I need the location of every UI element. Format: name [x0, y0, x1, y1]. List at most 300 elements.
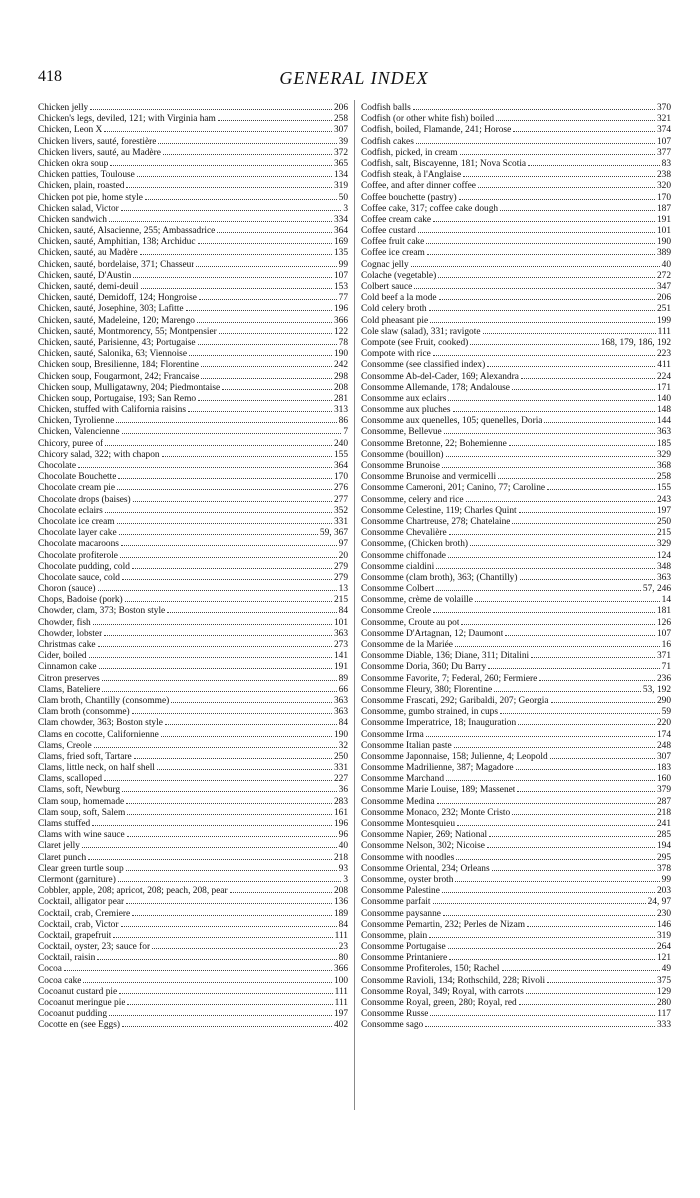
index-entry-page: 378: [656, 863, 671, 874]
index-entry: [361, 595, 671, 606]
index-entry-page: 49: [661, 964, 671, 975]
index-entry-term: Chocolate sauce, cold: [38, 572, 120, 583]
dot-leader: [446, 455, 655, 457]
dot-leader: [158, 142, 336, 144]
index-entry: [361, 125, 671, 136]
index-entry: [38, 282, 348, 293]
index-entry-term: Consomme Chartreuse, 278; Chatelaine: [361, 516, 511, 527]
index-entry-term: Chicken okra soup: [38, 158, 109, 169]
dot-leader: [488, 667, 659, 669]
index-entry: [38, 528, 348, 539]
index-entry: [38, 1009, 348, 1020]
index-entry-term: Codfish steak, à l'Anglaise: [361, 170, 462, 181]
index-entry-term: Claret punch: [38, 852, 87, 863]
dot-leader: [121, 544, 337, 546]
index-entry-page: 71: [661, 662, 671, 673]
index-entry: [361, 897, 671, 908]
index-entry-term: Chicken livers, sauté, forestière: [38, 136, 157, 147]
index-entry-term: Consomme (bouillon): [361, 449, 444, 460]
index-entry-page: 287: [656, 796, 671, 807]
index-entry-page: 24, 97: [647, 897, 671, 908]
dot-leader: [456, 858, 655, 860]
index-entry: [38, 942, 348, 953]
index-entry-page: 366: [333, 964, 348, 975]
column-divider: [354, 100, 355, 1110]
index-entry: [38, 114, 348, 125]
dot-leader: [92, 824, 332, 826]
index-entry: [361, 282, 671, 293]
index-entry-page: 140: [656, 393, 671, 404]
index-entry-page: 148: [656, 405, 671, 416]
index-entry-term: Consomme, oyster broth: [361, 874, 454, 885]
index-entry: [38, 551, 348, 562]
index-entry: [361, 998, 671, 1009]
index-entry-term: Consomme D'Artagnan, 12; Daumont: [361, 628, 504, 639]
index-entry-page: 364: [333, 226, 348, 237]
dot-leader: [222, 388, 332, 390]
dot-leader: [201, 365, 332, 367]
index-entry-page: 187: [656, 203, 671, 214]
index-entry: [38, 562, 348, 573]
dot-leader: [127, 835, 337, 837]
index-entry-term: Cold pheasant pie: [361, 315, 429, 326]
index-entry-term: Chicken soup, Bresilienne, 184; Florentine: [38, 360, 199, 371]
index-entry-page: 155: [333, 449, 348, 460]
index-entry: [38, 483, 348, 494]
index-entry-term: Coffee bouchette (pastry): [361, 192, 457, 203]
index-entry-term: Chicken, sauté, demi-deuil: [38, 282, 139, 292]
index-entry-term: Compote with rice: [361, 349, 431, 360]
dot-leader: [127, 1003, 332, 1005]
index-entry: [38, 159, 348, 170]
index-entry-page: 196: [333, 819, 348, 829]
index-entry: [38, 248, 348, 259]
index-entry-page: 14: [661, 595, 671, 606]
index-entry: [361, 427, 671, 438]
index-entry-page: 36: [338, 785, 348, 796]
index-entry-page: 272: [656, 270, 671, 281]
index-entry-term: Chocolate cream pie: [38, 483, 116, 494]
dot-leader: [430, 321, 655, 323]
index-entry-page: 190: [656, 237, 671, 248]
index-entry-term: Chicken, sauté, Amphitian, 138; Archiduc: [38, 237, 196, 248]
dot-leader: [526, 992, 655, 994]
index-entry-term: Consomme Oriental, 234; Orleans: [361, 863, 490, 874]
dot-leader: [411, 265, 660, 267]
index-entry-page: 126: [656, 617, 671, 628]
index-entry-page: 279: [333, 561, 348, 572]
dot-leader: [446, 779, 655, 781]
index-entry: [361, 696, 671, 707]
index-entry: [38, 640, 348, 651]
dot-leader: [429, 936, 655, 938]
dot-leader: [516, 768, 655, 770]
index-entry-term: Consomme de la Mariée: [361, 640, 453, 650]
index-entry: [38, 416, 348, 427]
index-entry-term: Consomme, (Chicken broth): [361, 539, 469, 550]
index-entry: [361, 606, 671, 617]
index-entry-term: Consomme Celestine, 119; Charles Quint: [361, 505, 517, 516]
dot-leader: [436, 589, 641, 591]
index-entry: [361, 1009, 671, 1020]
index-entry: [38, 461, 348, 472]
index-entry-page: 190: [333, 729, 348, 740]
index-entry-page: 215: [333, 595, 348, 606]
index-entry-page: 223: [656, 349, 671, 360]
index-entry-page: 368: [656, 461, 671, 471]
index-entry-term: Consomme (see classified index): [361, 360, 486, 371]
index-entry-term: Chicken, sauté, D'Austin: [38, 270, 132, 281]
dot-leader: [141, 287, 332, 289]
dot-leader: [494, 690, 641, 692]
index-entry: [361, 551, 671, 562]
index-entry-page: 307: [656, 751, 671, 762]
dot-leader: [94, 746, 337, 748]
index-entry: [361, 953, 671, 964]
index-entry-page: 7: [343, 427, 348, 438]
index-entry-page: 84: [338, 606, 348, 617]
index-entry-term: Codfish balls: [361, 103, 411, 113]
dot-leader: [98, 645, 332, 647]
index-entry-term: Cocktail, oyster, 23; sauce for: [38, 942, 151, 953]
index-entry-term: Clams stuffed: [38, 819, 91, 829]
index-entry: [38, 405, 348, 416]
index-entry: [38, 998, 348, 1009]
index-entry-page: 3: [343, 203, 348, 214]
index-entry-term: Consomme sago: [361, 1020, 424, 1031]
dot-leader: [470, 343, 598, 345]
index-entry-page: 84: [338, 919, 348, 930]
index-entry: [361, 651, 671, 662]
index-entry-term: Coffee ice cream: [361, 248, 425, 259]
index-entry-term: Clams, soft, Newburg: [38, 785, 121, 796]
index-entry: [38, 372, 348, 383]
index-entry: [38, 237, 348, 248]
index-entry: [361, 763, 671, 774]
index-entry: [361, 909, 671, 920]
index-entry-term: Coffee cake, 317; coffee cake dough: [361, 203, 499, 214]
index-entry-term: Christmas cake: [38, 640, 96, 650]
index-entry-term: Cocotte en (see Eggs): [38, 1020, 121, 1031]
index-entry-term: Chocolate Bouchette: [38, 472, 117, 483]
index-entry-term: Chocolate profiterole: [38, 550, 118, 561]
index-entry: [361, 495, 671, 506]
index-entry: [38, 472, 348, 483]
index-entry-term: Consomme, Bellevue: [361, 427, 442, 438]
index-entry-term: Consomme Portugaise: [361, 942, 446, 953]
index-entry-term: Consomme Pemartin, 232; Perles de Nizam: [361, 919, 526, 930]
index-entry-page: 144: [656, 416, 671, 427]
index-entry-page: 134: [333, 170, 348, 181]
dot-leader: [125, 600, 332, 602]
index-entry-term: Consomme Napier, 269; National: [361, 830, 488, 841]
dot-leader: [457, 824, 655, 826]
index-entry-page: 370: [656, 103, 671, 113]
dot-leader: [121, 209, 342, 211]
index-entry: [38, 103, 348, 114]
index-entry-page: 183: [656, 763, 671, 774]
index-entry: [38, 573, 348, 584]
index-entry-page: 155: [656, 483, 671, 494]
index-entry-term: Consomme aux quenelles, 105; quenelles, Doria: [361, 416, 543, 427]
dot-leader: [102, 690, 336, 692]
dot-leader: [133, 276, 332, 278]
index-entry-term: Consomme Profiteroles, 150; Rachel: [361, 964, 500, 975]
index-entry-page: 352: [333, 505, 348, 516]
dot-leader: [126, 802, 332, 804]
index-entry-page: 295: [656, 852, 671, 863]
index-entry-term: Consomme Printaniere: [361, 953, 448, 964]
index-entry-term: Clams, Bateliere: [38, 684, 101, 695]
index-entry: [361, 528, 671, 539]
index-entry: [38, 987, 348, 998]
index-entry: [361, 271, 671, 282]
dot-leader: [145, 198, 337, 200]
index-entry: [361, 629, 671, 640]
index-entry-term: Consomme Italian paste: [361, 740, 452, 751]
dot-leader: [429, 309, 655, 311]
dot-leader: [161, 735, 332, 737]
dot-leader: [165, 723, 337, 725]
index-entry-term: Consomme Ravioli, 134; Rothschild, 228; Rivoli: [361, 975, 546, 986]
index-entry-page: 363: [333, 628, 348, 639]
dot-leader: [483, 332, 656, 334]
index-entry: [38, 338, 348, 349]
dot-leader: [83, 981, 331, 983]
index-entry: [361, 360, 671, 371]
dot-leader: [186, 309, 332, 311]
index-entry: [361, 875, 671, 886]
dot-leader: [519, 511, 655, 513]
index-entry-page: 389: [656, 248, 671, 259]
index-entry-term: Cider, boiled: [38, 651, 87, 662]
dot-leader: [120, 556, 337, 558]
index-entry-page: 59: [661, 707, 671, 718]
index-entry-page: 146: [656, 919, 671, 930]
index-entry-page: 20: [338, 550, 348, 561]
index-entry-term: Consomme aux pluches: [361, 405, 451, 416]
index-entry: [38, 808, 348, 819]
index-entry-term: Chocolate eclairs: [38, 505, 103, 516]
index-entry-page: 366: [333, 315, 348, 326]
dot-leader: [430, 1014, 655, 1016]
index-entry-page: 194: [656, 841, 671, 852]
dot-leader: [496, 119, 655, 121]
index-entry-term: Cold beef a la mode: [361, 293, 437, 304]
index-entry-term: Consomme, gumbo strained, in cups: [361, 707, 498, 718]
index-entry-term: Chocolate pudding, cold: [38, 561, 130, 572]
dot-leader: [117, 488, 332, 490]
index-entry-term: Chicken, sauté, Salonika, 63; Viennoise: [38, 349, 187, 360]
index-entry: [361, 472, 671, 483]
dot-leader: [512, 522, 654, 524]
index-entry-term: Chicken, stuffed with California raisins: [38, 405, 186, 416]
index-entry-page: 329: [656, 449, 671, 460]
index-entry-term: Clear green turtle soup: [38, 863, 124, 874]
index-entry: [361, 886, 671, 897]
index-entry-term: Consomme Royal, green, 280; Royal, red: [361, 998, 517, 1008]
dot-leader: [527, 925, 655, 927]
index-entry-page: 170: [656, 192, 671, 203]
index-entry-page: 84: [338, 718, 348, 729]
index-entry: [361, 707, 671, 718]
index-entry-page: 242: [333, 360, 348, 371]
index-entry-term: Consomme, celery and rice: [361, 494, 464, 505]
dot-leader: [433, 220, 655, 222]
index-entry: [361, 461, 671, 472]
index-entry-term: Consomme Colbert: [361, 584, 435, 595]
index-entry-page: 99: [338, 259, 348, 270]
dot-leader: [438, 276, 655, 278]
index-entry-term: Cold celery broth: [361, 304, 427, 315]
index-entry: [38, 875, 348, 886]
index-entry: [361, 685, 671, 696]
index-entry: [361, 148, 671, 159]
index-entry-page: 319: [333, 181, 348, 192]
index-entry-term: Chicken salad, Victor: [38, 203, 119, 214]
index-entry-term: Chicken pot pie, home style: [38, 192, 143, 203]
index-entry: [361, 640, 671, 651]
dot-leader: [113, 936, 332, 938]
index-entry-page: 334: [333, 214, 348, 225]
index-entry-term: Cocoa cake: [38, 975, 82, 986]
dot-leader: [455, 645, 660, 647]
index-entry-term: Consomme Brunoise and vermicelli: [361, 472, 497, 483]
index-entry: [361, 193, 671, 204]
index-entry: [38, 193, 348, 204]
dot-leader: [82, 846, 337, 848]
index-entry-page: 80: [338, 953, 348, 964]
index-entry-page: 276: [333, 483, 348, 494]
index-entry-term: Clam broth, Chantilly (consomme): [38, 695, 170, 706]
index-entry-term: Consomme Allemande, 178; Andalouse: [361, 382, 510, 393]
index-entry-term: Chicken, sauté, Madeleine, 120; Marengo: [38, 315, 195, 326]
index-entry-term: Consomme paysanne: [361, 908, 441, 919]
index-entry-term: Chicken jelly: [38, 103, 89, 113]
index-entry-page: 39: [338, 136, 348, 147]
dot-leader: [460, 153, 655, 155]
dot-leader: [132, 712, 332, 714]
index-entry-page: 86: [338, 416, 348, 427]
index-entry: [361, 517, 671, 528]
index-entry-page: 250: [656, 516, 671, 527]
index-entry: [361, 976, 671, 987]
index-entry-page: 97: [338, 539, 348, 550]
index-entry: [38, 953, 348, 964]
index-entry-page: 111: [657, 326, 671, 337]
index-entry: [38, 394, 348, 405]
index-entry-term: Compote (see Fruit, cooked): [361, 337, 469, 348]
dot-leader: [442, 891, 655, 893]
index-entry-term: Cocoanut pudding: [38, 1009, 108, 1020]
index-entry-page: 93: [338, 863, 348, 874]
index-entry: [38, 125, 348, 136]
index-entry: [361, 204, 671, 215]
dot-leader: [116, 421, 336, 423]
dot-leader: [520, 578, 655, 580]
index-entry-page: 365: [333, 158, 348, 169]
index-entry-page: 206: [333, 103, 348, 113]
dot-leader: [189, 354, 332, 356]
dot-leader: [539, 679, 655, 681]
dot-leader: [459, 198, 655, 200]
dot-leader: [157, 768, 332, 770]
index-entry: [361, 819, 671, 830]
index-entry: [38, 718, 348, 729]
dot-leader: [453, 410, 655, 412]
index-entry: [361, 405, 671, 416]
index-entry-term: Consomme Marchand: [361, 774, 445, 785]
dot-leader: [104, 779, 332, 781]
index-entry-term: Clam soup, homemade: [38, 796, 125, 807]
index-entry: [361, 248, 671, 259]
index-entry-page: 363: [656, 572, 671, 583]
index-entry-term: Chicory, puree of: [38, 438, 104, 449]
index-entry-term: Chowder, clam, 373; Boston style: [38, 606, 166, 617]
index-entry-page: 218: [656, 807, 671, 818]
index-entry-term: Chowder, lobster: [38, 628, 103, 639]
dot-leader: [99, 667, 332, 669]
index-entry: [361, 741, 671, 752]
dot-leader: [162, 455, 332, 457]
index-entry-term: Consomme Doria, 360; Du Barry: [361, 662, 487, 673]
index-entry-term: Consomme Creole: [361, 606, 432, 617]
index-entry: [361, 483, 671, 494]
index-entry-term: Consomme Bretonne, 22; Bohemienne: [361, 438, 507, 449]
dot-leader: [519, 1003, 655, 1005]
index-entry-term: Claret jelly: [38, 841, 80, 852]
index-entry: [361, 383, 671, 394]
index-entry-page: 101: [333, 617, 348, 628]
index-entry-page: 89: [338, 673, 348, 684]
index-entry: [361, 797, 671, 808]
index-entry: [38, 316, 348, 327]
index-entry-term: Chicken, sauté, Josephine, 303; Lafitte: [38, 304, 184, 315]
dot-leader: [64, 969, 332, 971]
dot-leader: [118, 880, 341, 882]
index-entry-page: 100: [333, 975, 348, 986]
index-entry: [361, 964, 671, 975]
index-entry: [38, 830, 348, 841]
index-entry-page: 374: [656, 125, 671, 136]
index-entry-term: Cocktail, crab, Victor: [38, 919, 119, 930]
index-entry-page: 96: [338, 830, 348, 841]
index-entry-term: Chicken, Leon X: [38, 125, 103, 136]
index-entry-page: 203: [656, 886, 671, 897]
index-entry-page: 402: [333, 1020, 348, 1031]
index-entry-term: Codfish, boiled, Flamande, 241; Horose: [361, 125, 512, 136]
dot-leader: [152, 947, 337, 949]
index-entry-page: 364: [333, 461, 348, 471]
index-entry: [38, 886, 348, 897]
index-entry-page: 111: [334, 930, 348, 941]
index-entry-page: 321: [656, 114, 671, 125]
index-entry-term: Chocolate macaroons: [38, 539, 119, 550]
index-entry-term: Consomme Cameroni, 201; Canino, 77; Caroline: [361, 483, 546, 494]
index-entry: [361, 260, 671, 271]
index-entry-page: 57, 246: [642, 584, 671, 595]
index-entry-term: Clermont (garniture): [38, 874, 116, 885]
index-entry-term: Chicken patties, Toulouse: [38, 170, 135, 181]
index-entry-page: 285: [656, 830, 671, 841]
index-entry: [38, 360, 348, 371]
dot-leader: [198, 399, 332, 401]
dot-leader: [528, 164, 660, 166]
index-entry-page: 189: [333, 908, 348, 919]
index-entry-page: 218: [333, 852, 348, 863]
dot-leader: [427, 253, 655, 255]
index-entry: [361, 226, 671, 237]
